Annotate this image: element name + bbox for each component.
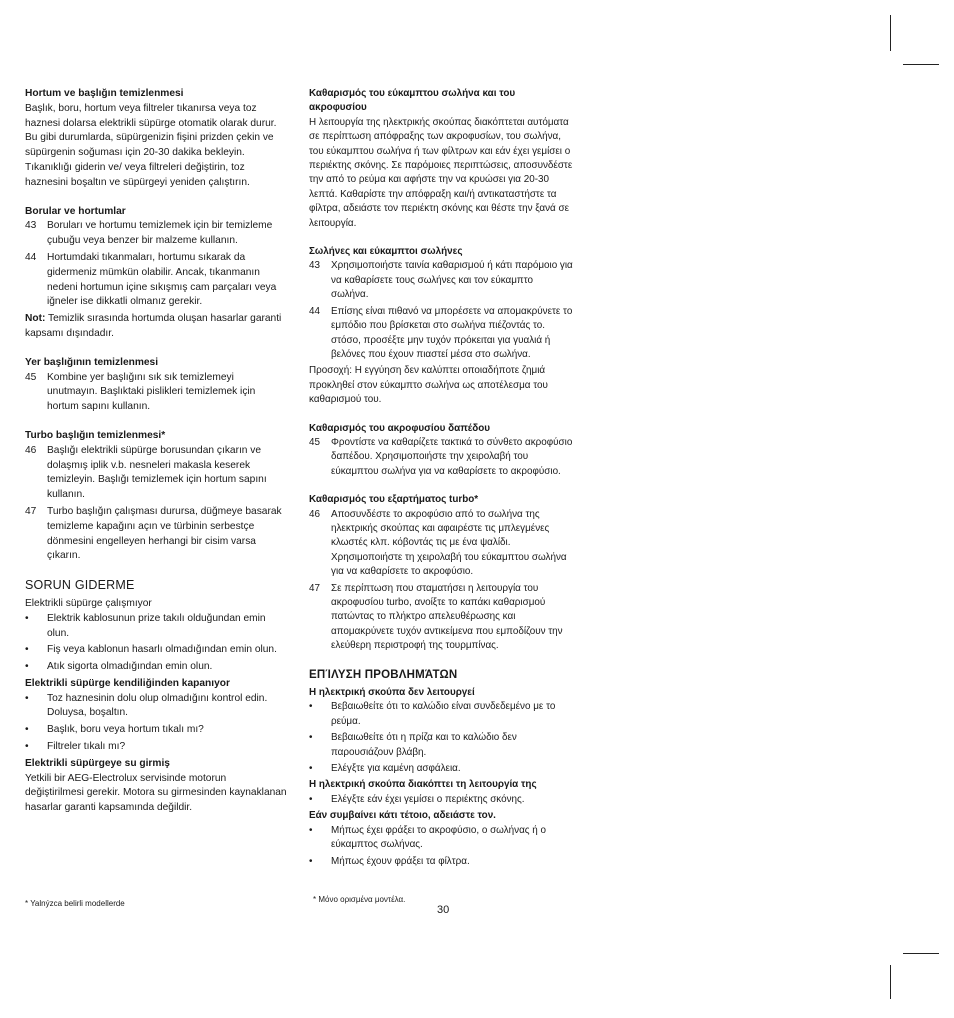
step-text: Hortumdaki tıkanmaları, hortumu sıkarak da gidermeniz mümkün olabilir. Ancak, tıkanmanın nedeni hortumun içine sıkışmış cam parçaları veya iğneler ise dikkatli olmanız gerekir. [47, 251, 277, 308]
page-number: 30 [437, 904, 450, 916]
step-number: 45 [309, 436, 320, 448]
list-item [309, 305, 573, 363]
bullet-text: Toz haznesinin dolu olup olmadığını kontrol edin. Doluysa, boşaltın. [47, 692, 268, 719]
step-number: 43 [25, 220, 37, 232]
section-title: Σωλήνες και εύκαμπτοι σωλήνες [309, 246, 463, 258]
bullet-icon: • [25, 692, 29, 704]
bullet-icon: • [25, 612, 29, 624]
list-item [309, 793, 573, 807]
bullet-text: Filtreler tıkalı mı? [47, 741, 126, 753]
note [25, 312, 287, 342]
bullet-text: Fiş veya kablonun hasarlı olmadığından emin olun. [47, 644, 277, 656]
section-floor-nozzle [25, 356, 287, 415]
crop-mark-bottom-horizontal [903, 953, 939, 954]
bullet-icon: • [309, 793, 313, 805]
bullet-text: Ελέγξτε εάν έχει γεμίσει ο περιέκτης σκόνης. [331, 793, 525, 805]
problem-heading: Η ηλεκτρική σκούπα δεν λειτουργεί [309, 687, 475, 699]
section-tubes-hoses [25, 205, 287, 342]
section-tubes-hoses [309, 245, 573, 407]
section-text: Η λειτουργία της ηλεκτρικής σκούπας διακόπτεται αυτόματα σε περίπτωση απόφραξης των ακροφυσίων, του σωλήνα, του εύκαμπτου σωλήνα ή των φίλτρων και εάν έχει γεμίσει ο περιέκτης σκόνης. Σε παρόμοιες περιπτώσεις, αποσυνδέστε την από το ρεύμα και αφήστε την να κρυώσει για 20-30 λεπτά. Καθαρίστε την απόφραξη και/ή αντικαταστήστε τα φίλτρα, αδειάστε τον περιέκτη σκόνης και θέστε την ξανά σε λειτουργία. [309, 116, 573, 229]
list-item [309, 259, 573, 302]
problem-text: Yetkili bir AEG-Electrolux servisinde motorun değiştirilmesi gerekir. Motora su girmesinden kaynaklanan hasarlar garanti kapsamında değildir. [25, 772, 287, 814]
step-number: 44 [309, 305, 320, 317]
bullet-text: Başlık, boru veya hortum tıkalı mı? [47, 724, 204, 736]
bullet-text: Βεβαιωθείτε ότι η πρίζα και το καλώδιο δεν παρουσιάζουν βλάβη. [331, 732, 517, 758]
crop-mark-bottom-vertical [890, 965, 891, 999]
list-item [25, 740, 287, 755]
section-troubleshooting [25, 578, 287, 816]
bullet-icon: • [309, 701, 313, 713]
list-item [25, 251, 287, 310]
section-title: Καθαρισμός του εξαρτήματος turbo* [309, 494, 479, 506]
problem-heading: Η ηλεκτρική σκούπα διακόπτει τη λειτουργία της [309, 779, 537, 791]
troubleshooting-title: SORUN GIDERME [25, 578, 135, 593]
greek-column [309, 87, 573, 871]
list-item [25, 371, 287, 415]
bullet-text: Μήπως έχει φράξει το ακροφύσιο, ο σωλήνας ή ο εύκαμπτος σωλήνας. [331, 824, 547, 851]
list-item [25, 723, 287, 738]
bullet-text: Βεβαιωθείτε ότι το καλώδιο είναι συνδεδεμένο με το ρεύμα. [331, 701, 556, 727]
list-item [309, 855, 573, 869]
note-text: Temizlik sırasında hortumda oluşan hasarlar garanti kapsamı dışındadır. [25, 313, 282, 339]
list-item [25, 444, 287, 503]
section-troubleshooting [309, 668, 573, 869]
bullet-icon: • [25, 661, 29, 673]
note: Προσοχή: Η εγγύηση δεν καλύπτει οποιαδήποτε ζημιά προκληθεί στον εύκαμπτο σωλήνα ως αποτέλεσμα του καθαρισμού του. [309, 365, 548, 406]
step-number: 47 [25, 505, 37, 517]
list-item [309, 508, 573, 580]
section-title: Καθαρισμός του ακροφυσίου δαπέδου [309, 422, 490, 434]
step-text: Αποσυνδέστε το ακροφύσιο από το σωλήνα της ηλεκτρικής σκούπας και αφαιρέστε τις μπλεγμένες κλωστές κλπ. κόβοντάς τις με ένα ψαλίδι. Χρησιμοποιήστε τη χειρολαβή του εύκαμπτου σωλήνα για να καθαρίσετε το ακροφύσιο. [331, 508, 567, 578]
bullet-icon: • [309, 732, 313, 744]
bullet-icon: • [25, 741, 29, 753]
step-text: Turbo başlığın çalışması durursa, düğmeye basarak temizleme kapağını açın ve türbinin serbestçe dönmesini engelleyen herhangi bir cisim varsa çıkarın. [47, 505, 282, 562]
bullet-icon: • [309, 855, 313, 867]
section-turbo-nozzle [25, 429, 287, 564]
step-number: 44 [25, 251, 37, 263]
bullet-icon: • [25, 644, 29, 656]
step-number: 47 [309, 582, 320, 594]
step-text: Επίσης είναι πιθανό να μπορέσετε να απομακρύνετε το εμπόδιο που βρίσκεται στο σωλήνα πιέζοντάς το. στόσο, προσέξτε μην τυχόν πρόκειται για γυαλιά ή βελόνες που έχουν πιαστεί μέσα στο σωλήνα. [331, 305, 573, 360]
footnote-right: * Μόνο ορισμένα μοντέλα. [313, 895, 406, 904]
step-text: Φροντίστε να καθαρίζετε τακτικά το σύνθετο ακροφύσιο δαπέδου. Χρησιμοποιήστε την χειρολαβή του εύκαμπτου σωλήνα για να καθαρίσετε το ακροφύσιο. [331, 436, 573, 477]
section-title: Hortum ve başlığın temizlenmesi [25, 88, 184, 99]
list-item [309, 700, 573, 729]
crop-mark-top-horizontal [903, 64, 939, 65]
crop-mark-top-vertical [890, 15, 891, 51]
section-turbo-nozzle [309, 493, 573, 653]
section-hose-cleaning [25, 87, 287, 191]
problem-heading: Elektrikli süpürge kendiliğinden kapanıyor [25, 677, 230, 689]
bullet-text: Atık sigorta olmadığından emin olun. [47, 661, 213, 673]
section-title: Yer başlığının temizlenmesi [25, 356, 159, 368]
step-text: Başlığı elektrikli süpürge borusundan çıkarın ve dolaşmış iplik v.b. nesneleri makasla keserek temizleyin. Başlığı temizlemek için hortum sapını kullanın. [47, 444, 267, 501]
list-item [309, 582, 573, 654]
list-item [309, 762, 573, 776]
list-item [309, 731, 573, 760]
step-number: 46 [309, 508, 320, 520]
bullet-text: Ελέγξτε για καμένη ασφάλεια. [331, 763, 461, 775]
step-text: Kombine yer başlığını sık sık temizlemeyi unutmayın. Başlıktaki pislikleri temizlemek için hortum sapını kullanın. [47, 371, 256, 413]
troubleshooting-title: ΕΠΊΛΥΣΗ ΠΡΟΒΛΗΜΆΤΩΝ [309, 668, 458, 681]
step-number: 45 [25, 371, 37, 383]
footnote-left: * Yalnýzca belirli modellerde [25, 899, 125, 908]
list-item [25, 692, 287, 722]
section-floor-nozzle [309, 422, 573, 480]
section-title: Turbo başlığın temizlenmesi* [25, 429, 166, 441]
step-text: Σε περίπτωση που σταματήσει η λειτουργία του ακροφυσίου turbo, ανοίξτε το καπάκι καθαρισμού πατώντας το πλήκτρο απελευθέρωσης και απομακρύνετε τυχόν αντικείμενα που εμποδίζουν την ελεύθερη περιστροφή της τουρμπίνας. [331, 582, 563, 652]
bullet-icon: • [309, 763, 313, 775]
section-title: Borular ve hortumlar [25, 205, 126, 217]
list-item [309, 824, 573, 853]
turkish-column [25, 87, 287, 816]
problem-heading: Εάν συμβαίνει κάτι τέτοιο, αδειάστε τον. [309, 810, 496, 822]
step-text: Boruları ve hortumu temizlemek için bir temizleme çubuğu veya benzer bir malzeme kullanın. [47, 220, 273, 247]
section-hose-cleaning [309, 87, 573, 231]
bullet-icon: • [25, 724, 29, 736]
step-number: 43 [309, 260, 320, 272]
note-label: Not: [25, 313, 46, 325]
list-item [25, 612, 287, 642]
list-item [309, 436, 573, 479]
list-item [25, 505, 287, 564]
step-text: Χρησιμοποιήστε ταινία καθαρισμού ή κάτι παρόμοιο για να καθαρίσετε τους σωλήνες και τον εύκαμπτο σωλήνα. [331, 260, 573, 301]
bullet-text: Elektrik kablosunun prize takılı olduğundan emin olun. [47, 612, 266, 639]
section-text: Başlık, boru, hortum veya filtreler tıkanırsa veya toz haznesi dolarsa elektrikli süpürge otomatik olarak durur. Bu gibi durumlarda, süpürgenizin fişini prizden çekin ve süpürgenin soğuması için 20-30 dakika bekleyin. Tıkanıklığı giderin ve/ veya filtreleri değiştirin, toz haznesini boşaltın ve süpürgeyi yeniden çalıştırın. [25, 102, 277, 188]
section-title: Καθαρισμός του εύκαμπτου σωλήνα και του ακροφυσίου [309, 88, 516, 114]
problem-heading: Elektrikli süpürgeye su girmiş [25, 757, 170, 769]
step-number: 46 [25, 444, 37, 456]
list-item [25, 660, 287, 675]
bullet-icon: • [309, 824, 313, 836]
problem-heading: Elektrikli süpürge çalışmıyor [25, 597, 152, 609]
list-item [25, 219, 287, 249]
list-item [25, 643, 287, 658]
bullet-text: Μήπως έχουν φράξει τα φίλτρα. [331, 855, 470, 867]
